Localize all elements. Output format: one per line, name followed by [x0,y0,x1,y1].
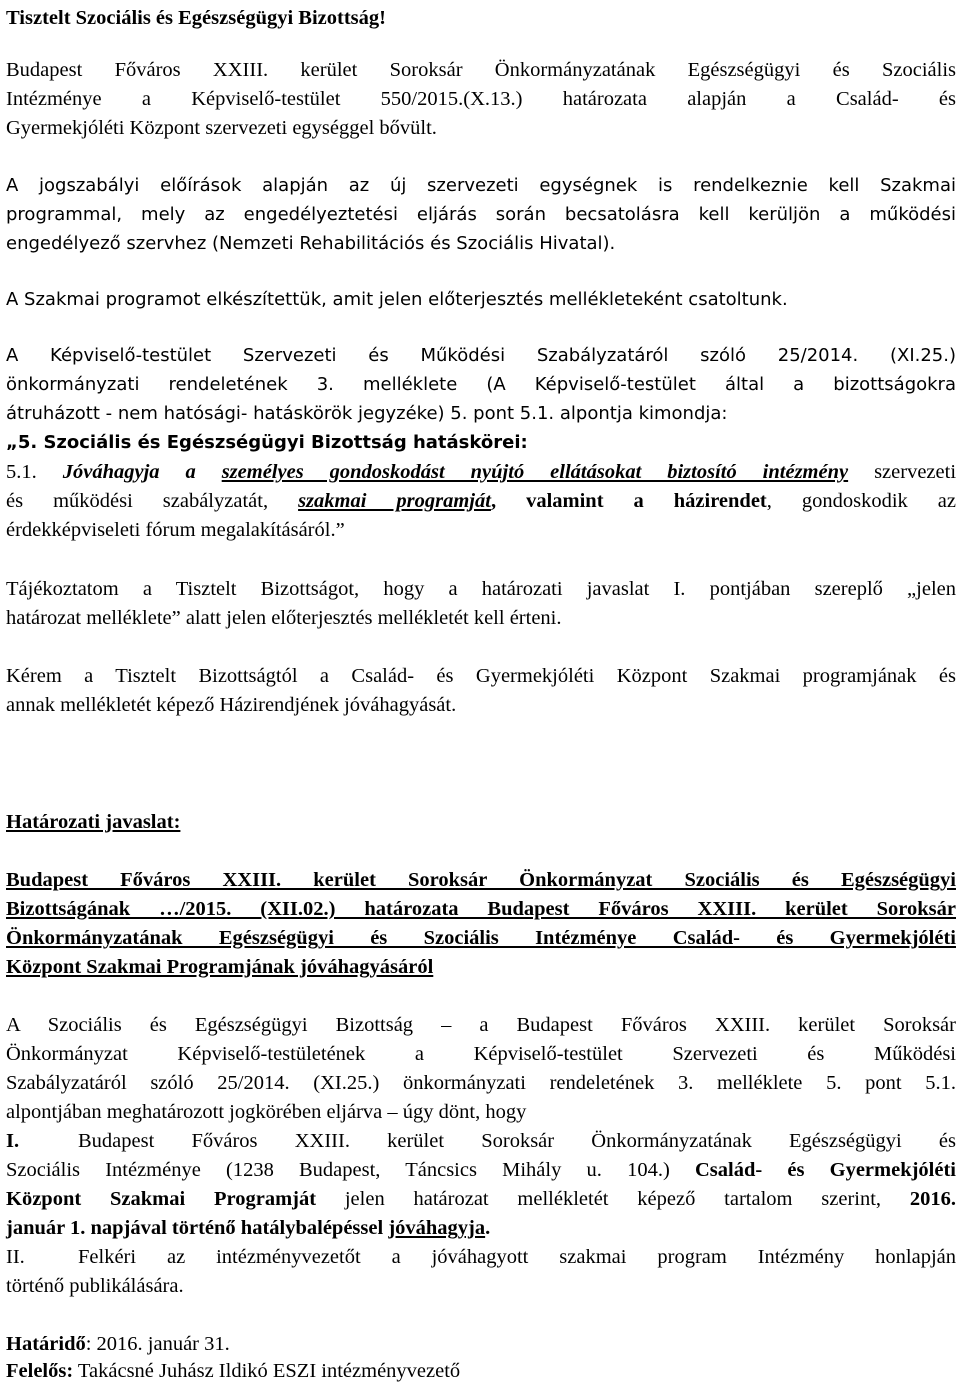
point-1-program-name: Központ Szakmai Programját [6,1188,317,1210]
point-2-number: II. [6,1246,25,1268]
point-2-line-1 [6,1243,956,1271]
resolution-body-line-3: Szabályzatáról szóló 25/2014. (XI.25.) önkormányzati rendeletének 3. melléklete 5. pont 5.1. [6,1072,956,1094]
legal-requirement-line-3: engedélyező szervhez (Nemzeti Rehabilitációs és Szociális Hivatal). [6,233,616,254]
regulation-line-2: önkormányzati rendeletének 3. melléklete (A Képviselő-testület által a bizottságokra [6,374,956,395]
point-1-number: I. [6,1130,20,1152]
point-1-annex-text: jelen határozat mellékletét képező tartalom szerint, [316,1188,910,1210]
legal-requirement-line-2: programmal, mely az engedélyeztetési eljárás során becsatolásra kell kerüljön a működési [6,204,956,225]
legal-requirement-line-1: A jogszabályi előírások alapján az új szervezeti egységnek is rendelkeznie kell Szakmai [6,175,956,196]
greeting: Tisztelt Szociális és Egészségügyi Bizottság! [6,7,386,29]
point-1-line-4 [6,1214,956,1242]
resolution-title-line-2: Bizottságának …/2015. (XII.02.) határozata Budapest Főváros XXIII. kerület Soroksár [6,898,956,920]
point-1-institution: Szociális Intézménye (1238 Budapest, Táncsics Mihály u. 104.) [6,1159,695,1181]
point-1-line-2 [6,1156,956,1184]
point-1-line-1 [6,1127,956,1155]
quoted-line-2 [6,487,956,515]
info-line-1: Tájékoztatom a Tisztelt Bizottságot, hogy a határozati javaslat I. pontjában szereplő „jelen [6,578,956,600]
responsible-label: Felelős: [6,1360,74,1382]
quoted-institution-text: személyes gondoskodást nyújtó ellátásokat biztosító intézmény [221,461,849,483]
point-2-text: Felkéri az intézményvezetőt a jóváhagyott szakmai program Intézmény honlapján [78,1246,956,1268]
regulation-line-1: A Képviselő-testület Szervezeti és Működési Szabályzatáról szóló 25/2014. (XI.25.) [6,345,956,366]
quoted-point-number: 5.1. [6,461,63,483]
request-line-1: Kérem a Tisztelt Bizottságtól a Család- és Gyermekjóléti Központ Szakmai programjának és [6,665,956,687]
quoted-line-3: érdekképviseleti fórum megalakításáról.” [6,519,345,541]
intro-line-2: Intézménye a Képviselő-testület 550/2015.(X.13.) határozata alapján a Család- és [6,88,956,110]
resolution-title-line-4: Központ Szakmai Programjának jóváhagyásáról [6,956,434,978]
regulation-line-3: átruházott - nem hatósági- hatáskörök jegyzéke) 5. pont 5.1. alpontja kimondja: [6,403,728,424]
quoted-care-text: , gondoskodik az [766,490,957,512]
quoted-heading: „5. Szociális és Egészségügyi Bizottság hatáskörei: [6,432,528,453]
intro-line-3: Gyermekjóléti Központ szervezeti egységgel bővült. [6,117,437,139]
program-prepared-line: A Szakmai programot elkészítettük, amit jelen előterjesztés mellékleteként csatoltunk. [6,289,788,310]
point-1-period: . [485,1217,491,1239]
quoted-line-1 [6,458,956,486]
point-2-line-2: történő publikálására. [6,1275,184,1297]
proposal-heading: Határozati javaslat: [6,811,181,833]
quoted-approves-text: Jóváhagyja a [62,461,222,483]
point-1-line-3 [6,1185,956,1213]
resolution-body-line-2: Önkormányzat Képviselő-testületének a Képviselő-testület Szervezeti és Működési [6,1043,956,1065]
point-1-text: Budapest Főváros XXIII. kerület Soroksár Önkormányzatának Egészségügyi és [78,1130,956,1152]
point-1-center-name: Család- és Gyermekjóléti [694,1159,956,1181]
deadline-line [6,1330,956,1358]
responsible-value: Takácsné Juhász Ildikó ESZI intézményvezető [73,1360,461,1382]
resolution-title-line-1: Budapest Főváros XXIII. kerület Soroksár Önkormányzat Szociális és Egészségügyi [6,869,956,891]
point-1-year: 2016. [909,1188,956,1210]
resolution-title-line-3: Önkormányzatának Egészségügyi és Szociális Intézménye Család- és Gyermekjóléti [6,927,956,949]
quoted-organizational-text: szervezeti [848,461,957,483]
request-line-2: annak mellékletét képező Házirendjének jóváhagyását. [6,694,457,716]
deadline-value: : 2016. január 31. [85,1333,230,1355]
point-1-effective-date: január 1. napjával történő hatálybalépéssel [6,1217,389,1239]
quoted-house-rules: , valamint a házirendet [490,490,767,512]
resolution-body-line-1: A Szociális és Egészségügyi Bizottság – a Budapest Főváros XXIII. kerület Soroksár [6,1014,956,1036]
info-line-2: határozat melléklete” alatt jelen előterjesztés mellékletét kell érteni. [6,607,562,629]
quoted-professional-program: szakmai programját [298,490,491,512]
deadline-label: Határidő [6,1333,86,1355]
point-1-approves: jóváhagyja [388,1217,486,1239]
quoted-rules-text: és működési szabályzatát, [6,490,299,512]
responsible-line [6,1357,956,1385]
resolution-body-line-4: alpontjában meghatározott jogkörében eljárva – úgy dönt, hogy [6,1101,527,1123]
intro-line-1: Budapest Főváros XXIII. kerület Soroksár Önkormányzatának Egészségügyi és Szociális [6,59,956,81]
